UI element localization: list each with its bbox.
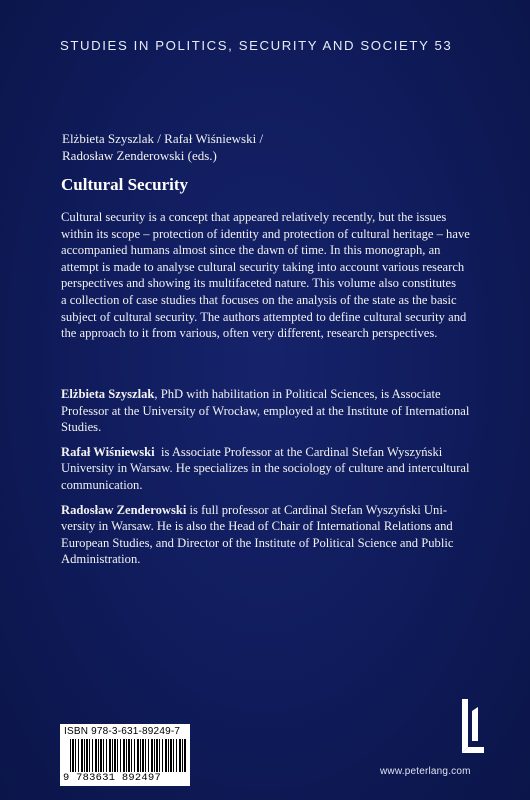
bio-line (61, 502, 479, 519)
bio-zenderowski (61, 502, 479, 568)
isbn-number: ISBN 978-3-631-89249-7 (64, 726, 181, 737)
abstract-line: attempt is made to analyse cultural security taking into account various research (61, 259, 465, 274)
series-title: STUDIES IN POLITICS, SECURITY AND SOCIETY 53 (60, 38, 453, 53)
bio-line: Studies. (61, 420, 102, 435)
editors-line-2: Radosław Zenderowski (eds.) (62, 148, 217, 163)
bio-text: , PhD with habilitation in Political Sciences, is Associate (154, 387, 441, 401)
bio-line: Professor at the University of Wrocław, employed at the Institute of International (61, 403, 470, 418)
abstract-line: within its scope – protection of identity and protection of cultural heritage – have (61, 226, 470, 241)
peter-lang-logo-icon (452, 697, 486, 767)
bio-line: European Studies, and Director of the Institute of Political Science and Public (61, 535, 454, 550)
bio-text: is full professor at Cardinal Stefan Wyszyński Uni- (186, 502, 448, 517)
bio-text: is Associate Professor at the Cardinal Stefan Wyszyński (154, 444, 443, 459)
bio-line: versity in Warsaw. He is also the Head of Chair of International Relations and (61, 519, 453, 534)
abstract-line: the approach to it from various, often very different, research perspectives. (61, 326, 438, 341)
isbn-barcode (60, 724, 190, 786)
abstract-line: subject of cultural security. The authors attempted to define cultural security and (61, 309, 467, 324)
abstract-text (61, 209, 479, 342)
editors-line-1: Elżbieta Szyszlak / Rafał Wiśniewski / (62, 131, 264, 146)
bio-line: communication. (61, 477, 143, 492)
author-bios (61, 386, 479, 576)
bio-wisniewski (61, 444, 479, 494)
abstract-line: Cultural security is a concept that appeared relatively recently, but the issues (61, 210, 447, 224)
barcode-bars (70, 739, 186, 772)
bio-line: Administration. (61, 552, 141, 567)
bio-line: University in Warsaw. He specializes in the sociology of culture and intercultural (61, 461, 470, 476)
book-title: Cultural Security (61, 175, 189, 194)
abstract-line: a collection of case studies that focuses on the analysis of the state as the basic (61, 292, 457, 307)
ean-number: 9 783631 892497 (63, 772, 162, 784)
bio-line (61, 444, 479, 461)
bio-szyszlak (61, 386, 479, 436)
bio-author-name: Radosław Zenderowski (61, 502, 187, 517)
bio-author-name: Rafał Wiśniewski (61, 444, 155, 459)
abstract-line: accompanied humans almost since the dawn of time. In this monograph, an (61, 243, 441, 258)
abstract-line: perspectives and showing its multifaceted nature. This volume also constitutes (61, 276, 456, 291)
bio-author-name: Elżbieta Szyszlak (61, 387, 155, 401)
bio-line (61, 386, 479, 403)
editors-block (62, 130, 482, 164)
publisher-url: www.peterlang.com (380, 766, 471, 777)
